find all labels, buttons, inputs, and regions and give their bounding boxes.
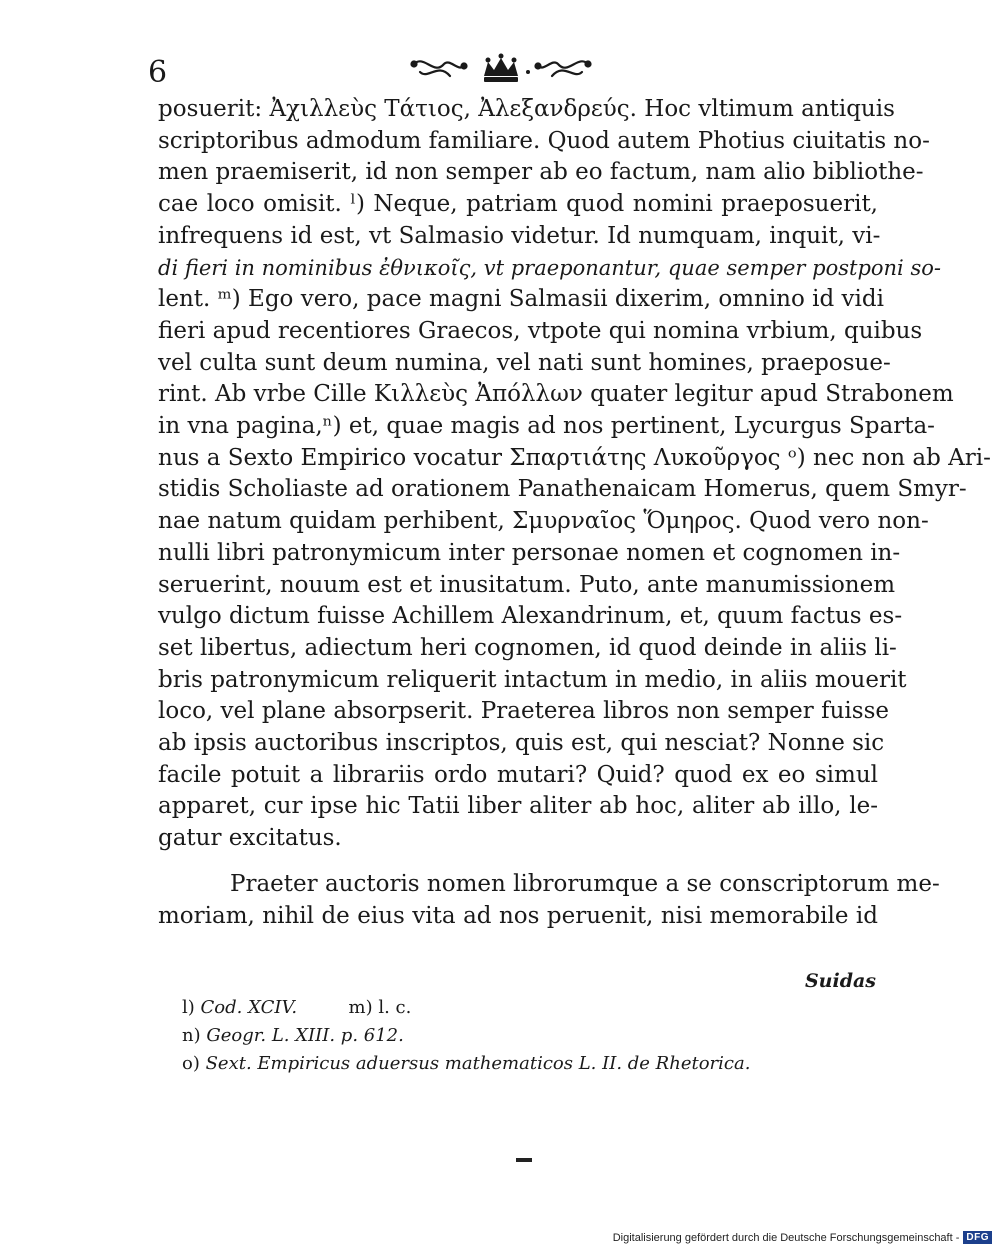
text-line: seruerint, nouum est et inusitatum. Puto, ante manumissionem bbox=[158, 571, 896, 598]
text-line: loco, vel plane absorpserit. Praeterea libros non semper fuisse bbox=[158, 698, 890, 725]
text-line: stidis Scholiaste ad orationem Panathenaicam Homerus, quem Smyr- bbox=[158, 476, 967, 503]
text-line: nae natum quidam perhibent, Σμυρναῖος Ὅμηρος. Quod vero non- bbox=[158, 508, 929, 535]
ornament-crown-icon bbox=[406, 50, 596, 90]
catchword: Suidas bbox=[804, 970, 876, 992]
digitization-notice bbox=[613, 1231, 992, 1244]
footnote-text: Cod. XCIV. bbox=[200, 997, 298, 1018]
text-line: in vna pagina,ⁿ) et, quae magis ad nos pertinent, Lycurgus Sparta- bbox=[158, 413, 935, 440]
text-line: fieri apud recentiores Graecos, vtpote qui nomina vrbium, quibus bbox=[158, 317, 923, 344]
text-line: moriam, nihil de eius vita ad nos peruenit, nisi memorabile id bbox=[158, 902, 878, 929]
text-line: scriptoribus admodum familiare. Quod autem Photius ciuitatis no- bbox=[158, 127, 930, 154]
text-line: cae loco omisit. ˡ) Neque, patriam quod nomini praeposuerit, bbox=[158, 191, 878, 218]
footnote-text: Geogr. L. XIII. p. 612. bbox=[206, 1025, 404, 1046]
footnote-marker: m) bbox=[348, 997, 373, 1018]
text-line: lent. ᵐ) Ego vero, pace magni Salmasii dixerim, omnino id vidi bbox=[158, 286, 884, 313]
text-line: Praeter auctoris nomen librorumque a se conscriptorum me- bbox=[230, 870, 940, 897]
footnote-n bbox=[182, 1022, 822, 1050]
text-line: facile potuit a librariis ordo mutari? Quid? quod ex eo simul bbox=[158, 761, 878, 788]
footnote-marker: l) bbox=[182, 997, 195, 1018]
text-line: vel culta sunt deum numina, vel nati sunt homines, praeposue- bbox=[158, 349, 891, 376]
ink-mark bbox=[516, 1158, 532, 1162]
footnote-marker: o) bbox=[182, 1053, 200, 1074]
page-number: 6 bbox=[148, 55, 168, 90]
text-line: bris patronymicum reliquerit intactum in medio, in aliis mouerit bbox=[158, 666, 907, 693]
text-line: vulgo dictum fuisse Achillem Alexandrinum, et, quum factus es- bbox=[158, 603, 903, 630]
text-line: ab ipsis auctoribus inscriptos, quis est, qui nesciat? Nonne sic bbox=[158, 730, 885, 757]
text-line: apparet, cur ipse hic Tatii liber aliter ab hoc, aliter ab illo, le- bbox=[158, 793, 878, 820]
text-line: gatur excitatus. bbox=[158, 825, 342, 852]
text-line: men praemiserit, id non semper ab eo factum, nam alio bibliothe- bbox=[158, 159, 924, 186]
text-line: set libertus, adiectum heri cognomen, id quod deinde in aliis li- bbox=[158, 634, 897, 661]
footnote-text: Sext. Empiricus aduersus mathematicos L. II. de Rhetorica. bbox=[205, 1053, 751, 1074]
text-line: infrequens id est, vt Salmasio videtur. Id numquam, inquit, vi- bbox=[158, 222, 881, 249]
footnote-o bbox=[182, 1050, 822, 1078]
text-line: nus a Sexto Empirico vocatur Σπαρτιάτης Λυκοῦργος ᵒ) nec non ab Ari- bbox=[158, 444, 991, 471]
footnote-text: l. c. bbox=[378, 997, 412, 1018]
text-line: di fieri in nominibus ἐθνικοῖς, vt praeponantur, quae semper postponi so- bbox=[158, 255, 941, 280]
dfg-logo-icon: DFG bbox=[963, 1231, 992, 1244]
text-line: rint. Ab vrbe Cille Κιλλεὺς Ἀπόλλων quater legitur apud Strabonem bbox=[158, 381, 954, 408]
text-line: nulli libri patronymicum inter personae nomen et cognomen in- bbox=[158, 539, 901, 566]
footnote-l-m bbox=[182, 994, 822, 1022]
footnotes bbox=[182, 994, 822, 1078]
text-line: posuerit: Ἀχιλλεὺς Τάτιος, Ἀλεξανδρεύς. Hoc vltimum antiquis bbox=[158, 96, 895, 122]
main-text bbox=[158, 94, 991, 932]
footnote-marker: n) bbox=[182, 1025, 201, 1046]
digitization-text: Digitalisierung gefördert durch die Deutsche Forschungsgemeinschaft - bbox=[612, 1231, 960, 1244]
